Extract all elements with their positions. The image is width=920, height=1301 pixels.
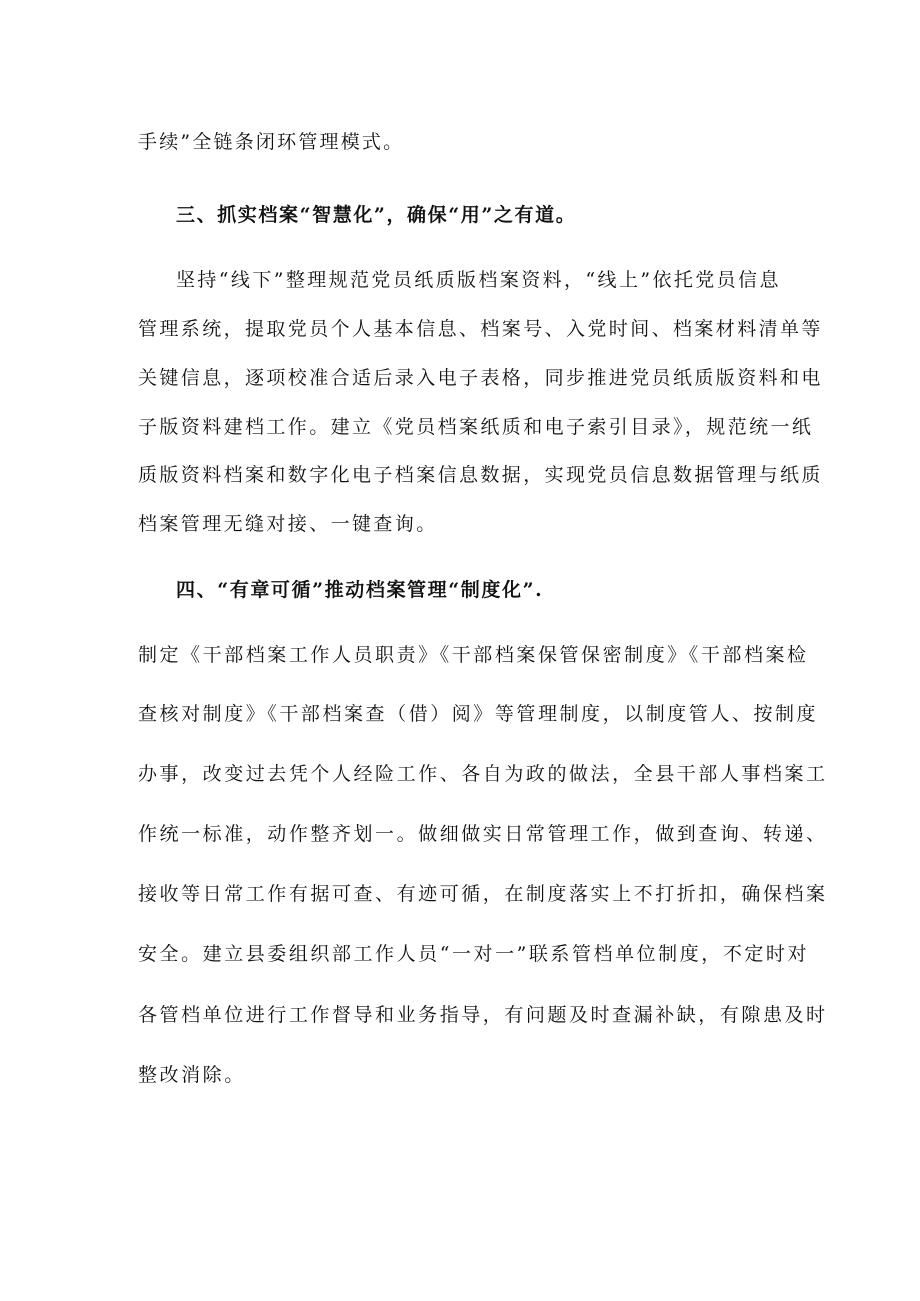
- section3-line: 坚持“线下”整理规范党员纸质版档案资料，“线上”依托党员信息: [176, 269, 781, 291]
- section4-line: 查核对制度》《干部档案查（借）阅》等管理制度，以制度管人、按制度: [138, 703, 819, 725]
- intro-tail-line: 手续”全链条闭环管理模式。: [138, 131, 405, 153]
- section3-line: 管理系统，提取党员个人基本信息、档案号、入党时间、档案材料清单等: [138, 318, 823, 340]
- section3-line: 子版资料建档工作。建立《党员档案纸质和电子索引目录》，规范统一纸: [138, 416, 814, 438]
- section4-line: 安全。建立县委组织部工作人员“一对一”联系管档单位制度，不定时对: [138, 943, 810, 965]
- section4-line: 作统一标准，动作整齐划一。做细做实日常管理工作，做到查询、转递、: [138, 823, 828, 845]
- section4-line: 各管档单位进行工作督导和业务指导，有问题及时查漏补缺，有隙患及时: [138, 1004, 828, 1026]
- section4-line: 办事，改变过去凭个人经险工作、各自为政的做法，全县干部人事档案工: [138, 763, 828, 785]
- section3-line: 档案管理无缝对接、一键查询。: [138, 513, 438, 535]
- section4-line: 接收等日常工作有据可查、有迹可循，在制度落实上不打折扣，确保档案: [138, 883, 828, 905]
- section4-line: 整改消除。: [138, 1064, 246, 1086]
- section3-heading: 三、抓实档案“智慧化”，确保“用”之有道。: [176, 204, 577, 226]
- section3-line: 关键信息，逐项校准合适后录入电子表格，同步推进党员纸质版资料和电: [138, 367, 823, 389]
- section3-line: 质版资料档案和数字化电子档案信息数据，实现党员信息数据管理与纸质: [138, 464, 823, 486]
- section4-line: 制定《干部档案工作人员职责》《干部档案保管保密制度》《干部档案检: [138, 644, 809, 666]
- section4-heading: 四、“有章可循”推动档案管理“制度化”.: [176, 579, 544, 601]
